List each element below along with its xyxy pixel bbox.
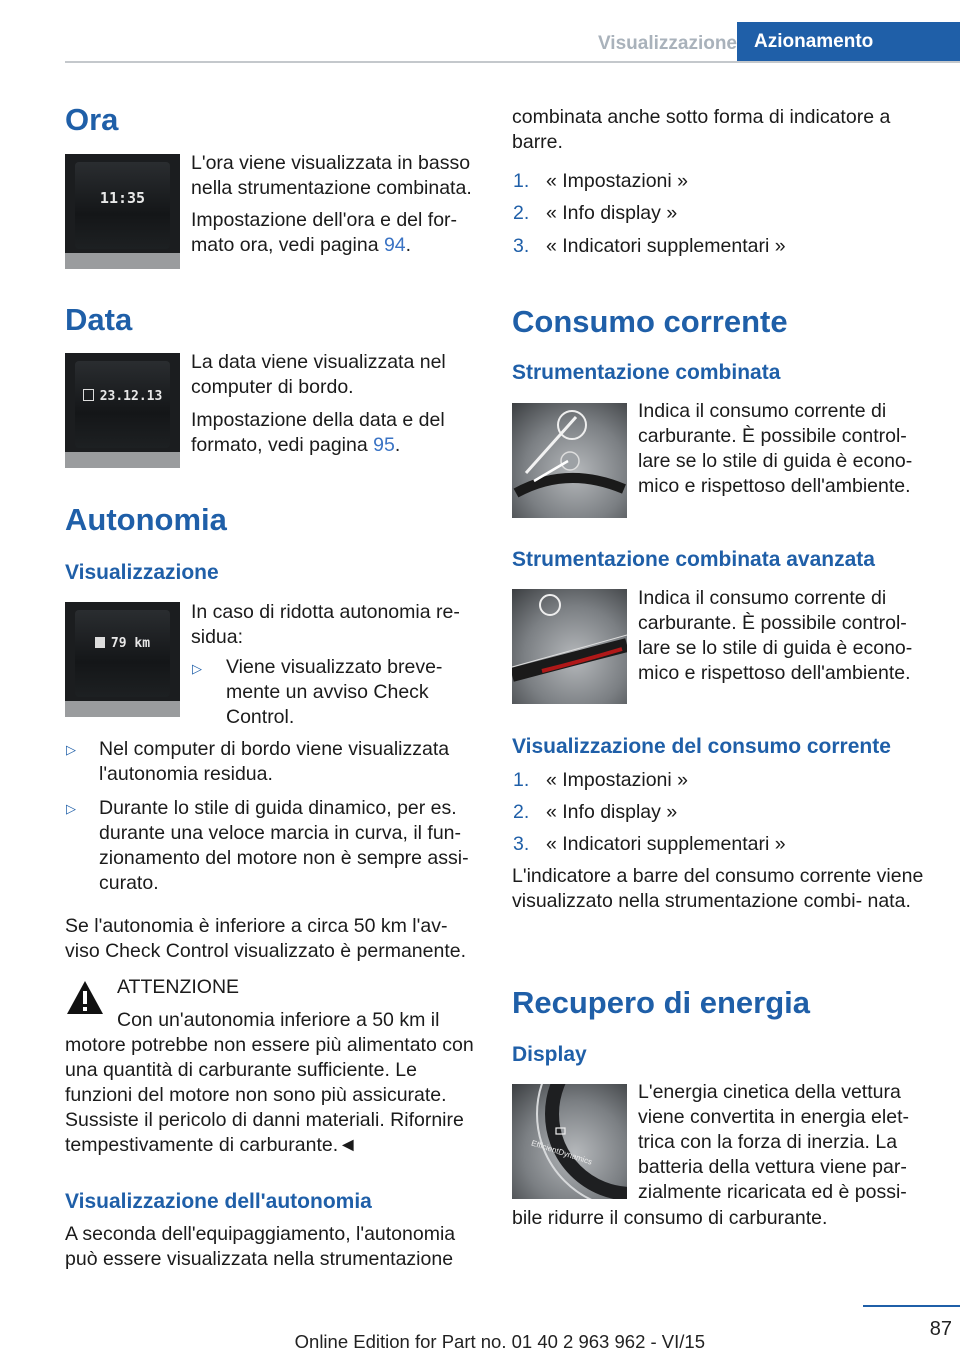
step-number: 2. — [513, 801, 530, 823]
page-link-94[interactable]: 94 — [383, 234, 406, 256]
section-title-ora: Ora — [65, 102, 119, 137]
clock-display-text: 11:35 — [99, 189, 146, 207]
subtitle-display: Display — [512, 1043, 587, 1066]
step-number: 3. — [513, 235, 530, 257]
subtitle-visualizzazione: Visualizzazione — [65, 561, 219, 584]
bullet-triangle-icon: ▷ — [66, 801, 76, 816]
data-text-2: Impostazione della data e del formato, vedi pagina 95. — [191, 409, 445, 456]
subtitle-visualizzazione-autonomia: Visualizzazione dell'autonomia — [65, 1190, 372, 1213]
fuel-pump-icon — [95, 637, 105, 648]
energy-recovery-gauge-image — [512, 1084, 627, 1199]
warning-title: ATTENZIONE — [117, 976, 240, 998]
step-number: 2. — [513, 202, 530, 224]
autonomia-step-1: « Impostazioni » — [546, 170, 688, 192]
section-title-data: Data — [65, 302, 133, 337]
section-title-recupero: Recupero di energia — [512, 985, 811, 1020]
data-text-1: La data viene visualizzata nel computer di bordo. — [191, 351, 446, 398]
ora-text-1: L'ora viene visualizzata in basso nella strumentazione combinata. — [191, 152, 472, 199]
subtitle-strumentazione-avanzata: Strumentazione combinata avanzata — [512, 548, 875, 571]
autonomia-step-3: « Indicatori supplementari » — [546, 235, 786, 257]
clock-display-image — [65, 154, 180, 269]
autonomia-bullet-1: Viene visualizzato breve- mente un avviso Check Control. — [226, 656, 443, 728]
consumo-step-1: « Impostazioni » — [546, 769, 688, 791]
recupero-text-b: bile ridurre il consumo di carburante. — [512, 1207, 828, 1229]
date-display-text: 23.12.13 — [99, 389, 163, 404]
advanced-consumption-gauge-image — [512, 589, 627, 704]
consumption-gauge-image — [512, 403, 627, 518]
header-chapter-tab: Azionamento — [737, 22, 960, 62]
subtitle-visualizzazione-consumo: Visualizzazione del consumo corrente — [512, 735, 891, 758]
consumo-step-3: « Indicatori supplementari » — [546, 833, 786, 855]
bullet-triangle-icon: ▷ — [66, 742, 76, 757]
section-title-consumo: Consumo corrente — [512, 304, 788, 339]
autonomia-intro: In caso di ridotta autonomia re- sidua: — [191, 601, 460, 648]
online-edition-text: Online Edition for Part no. 01 40 2 963 962 - VI/15 — [294, 1331, 705, 1352]
header-section: Visualizzazione — [597, 33, 737, 54]
step-number: 3. — [513, 833, 530, 855]
step-number: 1. — [513, 769, 530, 791]
bullet-triangle-icon: ▷ — [192, 661, 202, 676]
warning-text: Con un'autonomia inferiore a 50 km il motore potrebbe non essere più alimentato con una quantità di carburante sufficiente. Le funzioni del motore non sono più assicurate. Sussiste il pericolo di danni materiali. Rifornire tempestivamente di carburante.◄ — [65, 1009, 474, 1156]
recupero-text-a: L'energia cinetica della vettura viene convertita in energia elet- trica con la forza di inerzia. La batteria della vettura viene par- zialmente ricaricata ed è possi- — [638, 1081, 909, 1203]
page-link-95[interactable]: 95 — [373, 434, 395, 456]
header-divider — [65, 61, 960, 63]
step-number: 1. — [513, 170, 530, 192]
consumo-after-text: L'indicatore a barre del consumo corrente viene visualizzato nella strumentazione combi- nata. — [512, 865, 924, 912]
efficient-dynamics-label: EfficientDynamics — [530, 1138, 594, 1167]
autonomia-bullet-2: Nel computer di bordo viene visualizzata l'autonomia residua. — [99, 738, 450, 785]
consumo-step-2: « Info display » — [546, 801, 678, 823]
ora-text-2: Impostazione dell'ora e del for- mato ora, vedi pagina 94. — [191, 209, 458, 256]
autonomia-sub2-text-b: combinata anche sotto forma di indicatore a barre. — [512, 106, 891, 153]
autonomia-step-2: « Info display » — [546, 202, 678, 224]
range-display-text: 79 km — [110, 636, 151, 651]
date-display-image — [65, 353, 180, 468]
consumo-sub1-text: Indica il consumo corrente di carburante. È possibile control- lare se lo stile di guida è econo- mico e rispettoso dell'ambiente. — [638, 400, 913, 497]
subtitle-strumentazione-combinata: Strumentazione combinata — [512, 361, 781, 384]
autonomia-bullet-3: Durante lo stile di guida dinamico, per es. durante una veloce marcia in curva, il fun- zionamento del motore non è sempre assi- curato. — [99, 797, 469, 894]
range-display-image — [65, 602, 180, 717]
autonomia-sub2-text-a: A seconda dell'equipaggiamento, l'autonomia può essere visualizzata nella strumentazione — [65, 1223, 456, 1270]
consumo-sub2-text: Indica il consumo corrente di carburante. È possibile control- lare se lo stile di guida è econo- mico e rispettoso dell'ambiente. — [638, 587, 913, 684]
calendar-icon — [83, 389, 94, 401]
footer-divider — [863, 1305, 960, 1307]
page-number: 87 — [929, 1318, 952, 1340]
autonomia-paragraph: Se l'autonomia è inferiore a circa 50 km l'av- viso Check Control visualizzato è permanente. — [65, 915, 467, 962]
section-title-autonomia: Autonomia — [65, 502, 227, 537]
